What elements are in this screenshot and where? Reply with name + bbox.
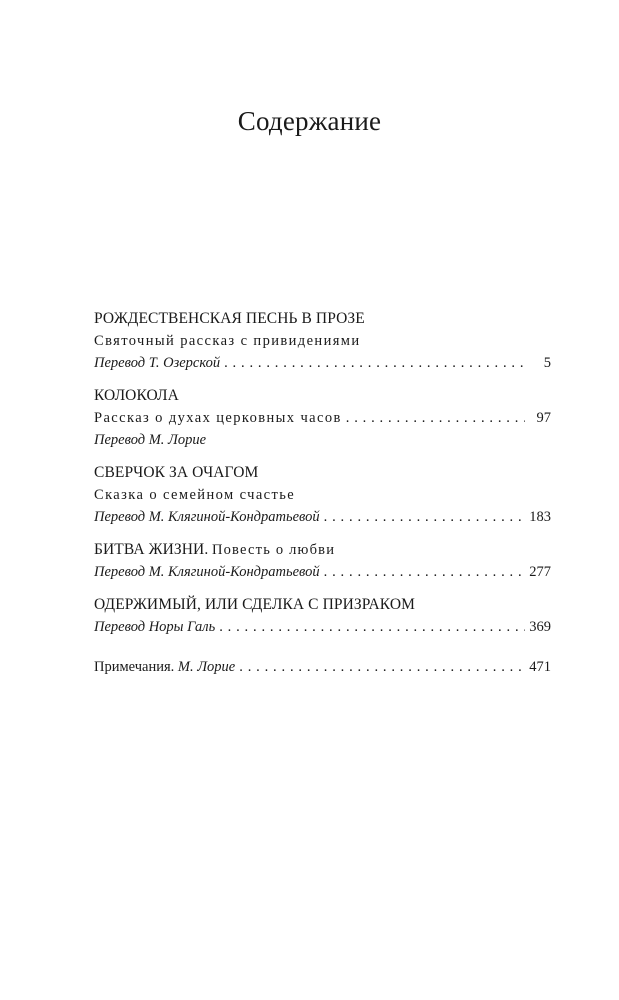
toc-entry-subtitle: Сказка о семейном счастье <box>94 487 296 503</box>
toc-entry-page-number: 5 <box>543 355 551 371</box>
dot-leader <box>219 616 525 638</box>
dot-leader <box>324 561 525 583</box>
toc-notes-author: М. Лорие <box>177 659 236 675</box>
table-of-contents <box>94 308 551 689</box>
toc-entry-page-number: 97 <box>536 410 551 426</box>
toc-entry-translator: Перевод М. Лорие <box>94 432 207 448</box>
toc-entry-translator: Перевод М. Клягиной-Кондратьевой <box>94 564 320 580</box>
toc-entry-translator: Перевод Т. Озерской <box>94 355 221 371</box>
toc-entry-translator: Перевод Норы Галь <box>94 619 216 635</box>
toc-entry-title: СВЕРЧОК ЗА ОЧАГОМ <box>94 464 259 481</box>
toc-entry-chimes <box>94 385 551 451</box>
toc-entry-translator: Перевод М. Клягиной-Кондратьевой <box>94 509 320 525</box>
dot-leader <box>239 656 525 678</box>
toc-notes-page-number: 471 <box>529 659 551 675</box>
toc-entry-subtitle: Святочный рассказ с привидениями <box>94 333 361 349</box>
toc-entry-translator-line <box>94 506 551 528</box>
toc-notes-label-group <box>94 656 235 678</box>
toc-entry-title: КОЛОКОЛА <box>94 387 179 404</box>
toc-entry-title: БИТВА ЖИЗНИ. <box>94 541 209 558</box>
toc-entry-notes <box>94 656 551 678</box>
dot-leader <box>346 407 525 429</box>
toc-entry-page-number: 369 <box>529 619 551 635</box>
toc-entry-christmas-carol <box>94 308 551 374</box>
toc-entry-translator-line <box>94 352 551 374</box>
toc-entry-title: ОДЕРЖИМЫЙ, ИЛИ СДЕЛКА С ПРИЗРАКОМ <box>94 596 416 613</box>
toc-entry-battle-of-life <box>94 539 551 583</box>
page-title: Содержание <box>237 106 382 136</box>
toc-notes-label: Примечания. <box>94 659 175 675</box>
dot-leader <box>224 352 525 374</box>
toc-entry-page-number: 183 <box>529 509 551 525</box>
toc-notes-line <box>94 656 551 678</box>
toc-entry-cricket-on-the-hearth <box>94 462 551 528</box>
toc-entry-subtitle: Повесть о любви <box>211 542 336 558</box>
toc-entry-haunted-man <box>94 594 551 638</box>
toc-entry-subtitle-line <box>94 407 551 429</box>
toc-entry-title: РОЖДЕСТВЕНСКАЯ ПЕСНЬ В ПРОЗЕ <box>94 310 365 327</box>
toc-entry-page-number: 277 <box>529 564 551 580</box>
toc-entry-subtitle: Рассказ о духах церковных часов <box>94 410 342 426</box>
toc-entry-title-line <box>94 539 551 561</box>
toc-entry-translator-line <box>94 616 551 638</box>
dot-leader <box>324 506 525 528</box>
toc-entry-translator-line <box>94 561 551 583</box>
